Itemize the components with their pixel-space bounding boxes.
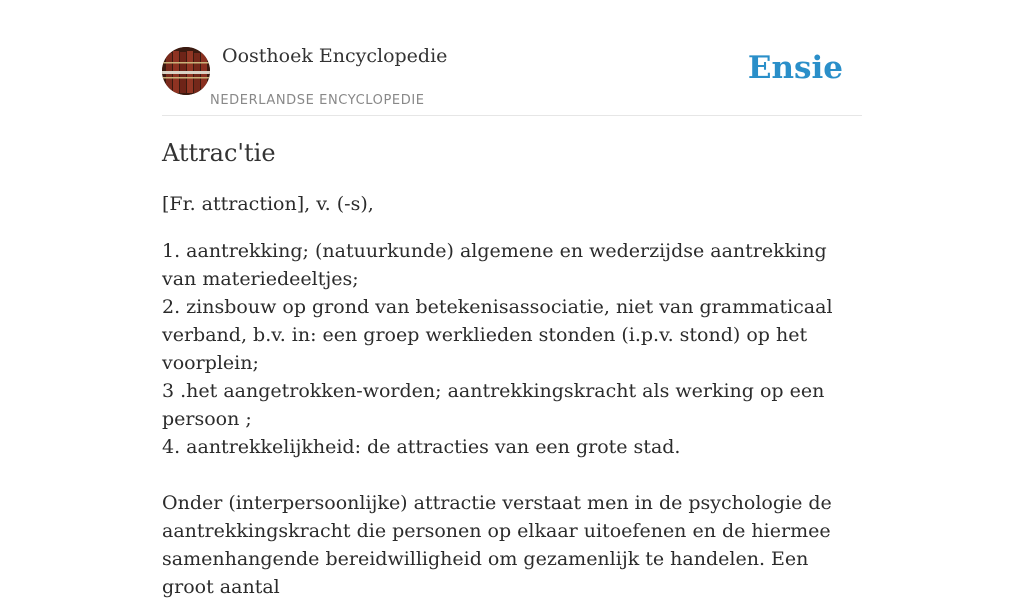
etymology: [Fr. attraction], v. (-s), bbox=[162, 193, 374, 215]
site-subtitle: NEDERLANDSE ENCYCLOPEDIE bbox=[210, 93, 425, 108]
meaning-item: 2. zinsbouw op grond van betekenisassociatie, niet van grammaticaal verband, b.v. in: een groep werklieden stonden (i.p.v. stond) op het voorplein; bbox=[162, 296, 833, 374]
encyclopedia-books-icon bbox=[162, 47, 210, 95]
meaning-item: 4. aantrekkelijkheid: de attracties van een grote stad. bbox=[162, 436, 681, 458]
site-avatar[interactable] bbox=[162, 47, 210, 95]
brand-logo[interactable]: Ensie bbox=[747, 50, 843, 86]
article-paragraph: Onder (interpersoonlijke) attractie verstaat men in de psychologie de aantrekkingskracht die personen op elkaar uitoefenen en de hiermee samenhangende bereidwilligheid om gezamenlijk te handelen. Een groot aantal bbox=[162, 492, 832, 598]
meaning-item: 3 .het aangetrokken-worden; aantrekkingskracht als werking op een persoon ; bbox=[162, 380, 825, 430]
article-body bbox=[162, 190, 862, 601]
entry-title: Attrac'tie bbox=[162, 139, 276, 167]
meanings-list bbox=[162, 237, 862, 461]
meaning-item: 1. aantrekking; (natuurkunde) algemene en wederzijdse aantrekking van materiedeeltjes; bbox=[162, 240, 827, 290]
site-title[interactable]: Oosthoek Encyclopedie bbox=[222, 45, 448, 67]
header-divider bbox=[162, 115, 862, 116]
